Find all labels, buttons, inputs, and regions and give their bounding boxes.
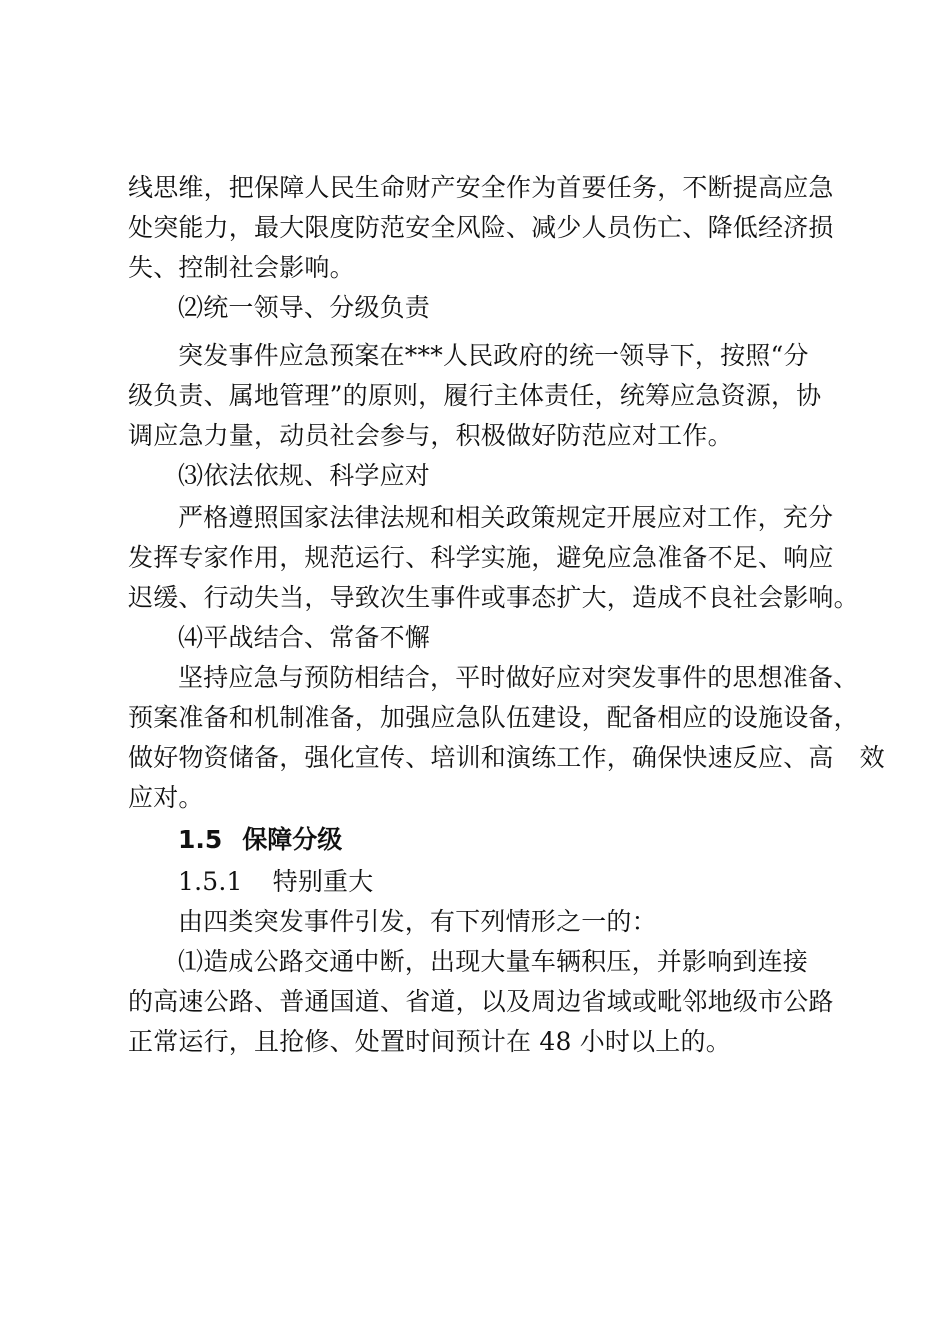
paragraph-line: 调应急力量，动员社会参与，积极做好防范应对工作。 [128,421,733,450]
paragraph-line: 由四类突发事件引发，有下列情形之一的： [178,907,657,936]
paragraph-line-text: 做好物资储备，强化宣传、培训和演练工作，确保快速反应、高 [128,743,834,772]
section-heading [178,824,342,856]
paragraph-line: 失、控制社会影响。 [128,253,355,282]
paragraph-line: 严格遵照国家法律法规和相关政策规定开展应对工作，充分 [178,503,834,532]
paragraph-line: 正常运行，且抢修、处置时间预计在 48 小时以上的。 [128,1027,731,1056]
list-item-title: ⑷平战结合、常备不懈 [178,623,431,652]
paragraph-line: 处突能力，最大限度防范安全风险、减少人员伤亡、降低经济损 [128,213,834,242]
paragraph-line-text: 效 [859,743,885,772]
section-number: 1.5 [178,825,223,854]
paragraph-line: 发挥专家作用，规范运行、科学实施，避免应急准备不足、响应 [128,543,834,572]
subsection-number: 1.5.1 [178,867,243,896]
paragraph-line: 的高速公路、普通国道、省道，以及周边省域或毗邻地级市公路 [128,987,834,1016]
paragraph-line: 线思维，把保障人民生命财产安全作为首要任务，不断提高应急 [128,173,834,202]
subsection-heading [178,866,898,898]
list-item-title: ⑵统一领导、分级负责 [178,293,431,322]
section-title: 保障分级 [242,825,343,854]
paragraph-line: 级负责、属地管理”的原则，履行主体责任，统筹应急资源，协 [128,381,822,410]
paragraph-line: ⑴造成公路交通中断，出现大量车辆积压，并影响到连接 [178,947,809,976]
paragraph-line: 坚持应急与预防相结合，平时做好应对突发事件的思想准备、 [178,663,859,692]
paragraph-line: 预案准备和机制准备，加强应急队伍建设，配备相应的设施设备， [128,703,859,732]
paragraph-line [128,742,885,774]
paragraph-line: 突发事件应急预案在***人民政府的统一领导下，按照“分 [178,341,809,370]
paragraph-line: 迟缓、行动失当，导致次生事件或事态扩大，造成不良社会影响。 [128,583,859,612]
subsection-title: 特别重大 [272,867,374,896]
paragraph-line: 应对。 [128,783,204,812]
list-item-title: ⑶依法依规、科学应对 [178,461,431,490]
